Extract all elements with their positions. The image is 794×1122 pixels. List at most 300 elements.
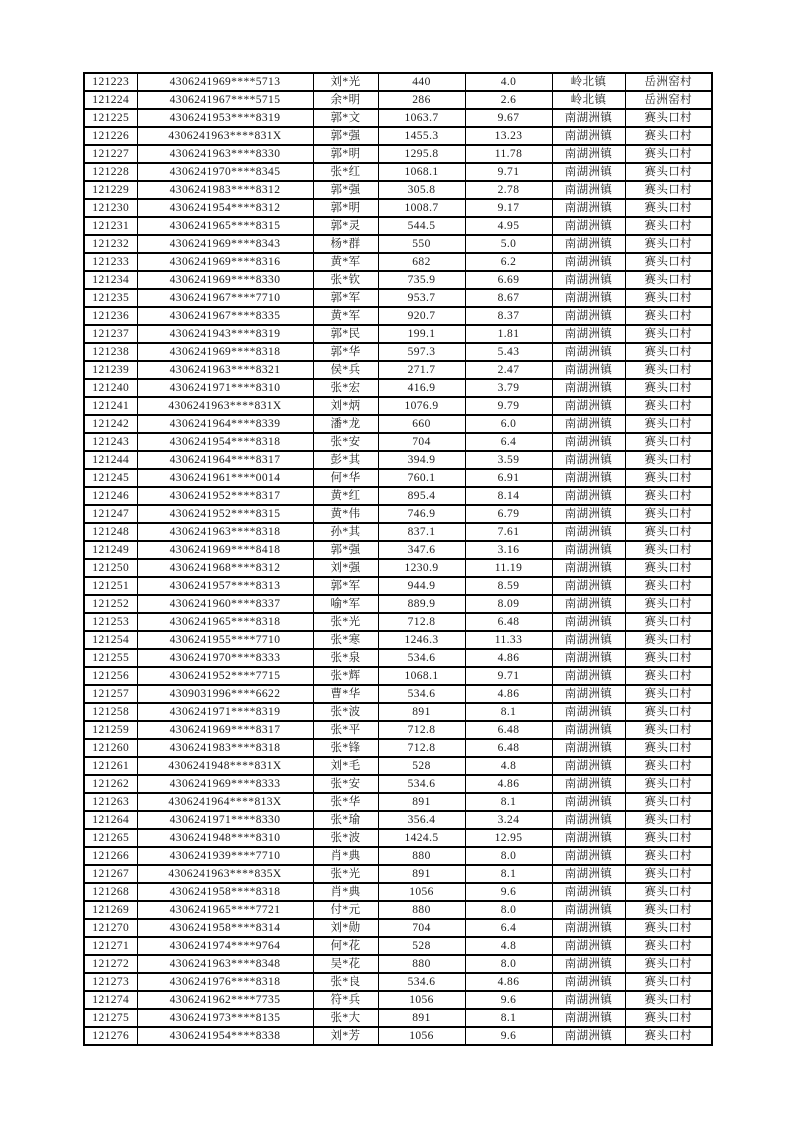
table-row: [84, 667, 712, 685]
town-cell: 南湖洲镇: [552, 253, 625, 271]
area-cell: 1.81: [465, 325, 552, 343]
village-cell: 赛头口村: [625, 559, 712, 577]
amount-cell: 534.6: [378, 775, 465, 793]
name-cell: 余*明: [313, 91, 378, 109]
name-cell: 刘*芳: [313, 1027, 378, 1045]
table-row: [84, 937, 712, 955]
table-row: [84, 469, 712, 487]
name-cell: 张*锋: [313, 739, 378, 757]
area-cell: 9.17: [465, 199, 552, 217]
town-cell: 南湖洲镇: [552, 631, 625, 649]
area-cell: 6.69: [465, 271, 552, 289]
id-number-cell: 4306241953****8319: [137, 109, 313, 127]
id-number-cell: 4306241964****8317: [137, 451, 313, 469]
town-cell: 南湖洲镇: [552, 127, 625, 145]
table-row: [84, 91, 712, 109]
name-cell: 张*光: [313, 613, 378, 631]
name-cell: 郭*强: [313, 127, 378, 145]
table-row: [84, 865, 712, 883]
area-cell: 3.24: [465, 811, 552, 829]
name-cell: 郭*民: [313, 325, 378, 343]
village-cell: 赛头口村: [625, 649, 712, 667]
id-number-cell: 4306241952****7715: [137, 667, 313, 685]
id-number-cell: 4306241964****8339: [137, 415, 313, 433]
records-table: [83, 72, 713, 1046]
village-cell: 赛头口村: [625, 217, 712, 235]
town-cell: 南湖洲镇: [552, 541, 625, 559]
town-cell: 南湖洲镇: [552, 307, 625, 325]
serial-cell: 121225: [84, 109, 137, 127]
village-cell: 赛头口村: [625, 181, 712, 199]
amount-cell: 712.8: [378, 613, 465, 631]
name-cell: 肖*典: [313, 847, 378, 865]
id-number-cell: 4309031996****6622: [137, 685, 313, 703]
amount-cell: 891: [378, 865, 465, 883]
amount-cell: 1068.1: [378, 163, 465, 181]
name-cell: 张*光: [313, 865, 378, 883]
town-cell: 南湖洲镇: [552, 811, 625, 829]
name-cell: 郭*灵: [313, 217, 378, 235]
amount-cell: 1076.9: [378, 397, 465, 415]
amount-cell: 891: [378, 793, 465, 811]
village-cell: 赛头口村: [625, 757, 712, 775]
village-cell: 赛头口村: [625, 631, 712, 649]
table-row: [84, 829, 712, 847]
village-cell: 赛头口村: [625, 775, 712, 793]
serial-cell: 121259: [84, 721, 137, 739]
amount-cell: 550: [378, 235, 465, 253]
table-row: [84, 379, 712, 397]
village-cell: 赛头口村: [625, 865, 712, 883]
village-cell: 赛头口村: [625, 451, 712, 469]
name-cell: 张*安: [313, 433, 378, 451]
name-cell: 张*大: [313, 1009, 378, 1027]
name-cell: 张*红: [313, 163, 378, 181]
name-cell: 何*花: [313, 937, 378, 955]
village-cell: 赛头口村: [625, 937, 712, 955]
amount-cell: 199.1: [378, 325, 465, 343]
area-cell: 8.1: [465, 703, 552, 721]
area-cell: 4.8: [465, 937, 552, 955]
id-number-cell: 4306241963****8318: [137, 523, 313, 541]
table-row: [84, 199, 712, 217]
serial-cell: 121232: [84, 235, 137, 253]
table-row: [84, 253, 712, 271]
area-cell: 5.0: [465, 235, 552, 253]
id-number-cell: 4306241976****8318: [137, 973, 313, 991]
serial-cell: 121257: [84, 685, 137, 703]
id-number-cell: 4306241968****8312: [137, 559, 313, 577]
town-cell: 南湖洲镇: [552, 523, 625, 541]
id-number-cell: 4306241969****5713: [137, 73, 313, 91]
name-cell: 刘*勋: [313, 919, 378, 937]
table-row: [84, 163, 712, 181]
area-cell: 6.48: [465, 721, 552, 739]
town-cell: 岭北镇: [552, 91, 625, 109]
town-cell: 南湖洲镇: [552, 919, 625, 937]
area-cell: 4.8: [465, 757, 552, 775]
amount-cell: 880: [378, 847, 465, 865]
id-number-cell: 4306241957****8313: [137, 577, 313, 595]
town-cell: 南湖洲镇: [552, 721, 625, 739]
town-cell: 南湖洲镇: [552, 559, 625, 577]
village-cell: 赛头口村: [625, 919, 712, 937]
serial-cell: 121245: [84, 469, 137, 487]
amount-cell: 286: [378, 91, 465, 109]
serial-cell: 121250: [84, 559, 137, 577]
table-row: [84, 523, 712, 541]
amount-cell: 889.9: [378, 595, 465, 613]
amount-cell: 880: [378, 955, 465, 973]
amount-cell: 347.6: [378, 541, 465, 559]
serial-cell: 121224: [84, 91, 137, 109]
serial-cell: 121236: [84, 307, 137, 325]
amount-cell: 534.6: [378, 973, 465, 991]
town-cell: 南湖洲镇: [552, 163, 625, 181]
name-cell: 郭*文: [313, 109, 378, 127]
amount-cell: 394.9: [378, 451, 465, 469]
amount-cell: 271.7: [378, 361, 465, 379]
id-number-cell: 4306241965****8318: [137, 613, 313, 631]
table-row: [84, 181, 712, 199]
amount-cell: 891: [378, 1009, 465, 1027]
village-cell: 赛头口村: [625, 307, 712, 325]
area-cell: 9.79: [465, 397, 552, 415]
name-cell: 何*华: [313, 469, 378, 487]
area-cell: 7.61: [465, 523, 552, 541]
area-cell: 9.6: [465, 1027, 552, 1045]
serial-cell: 121239: [84, 361, 137, 379]
id-number-cell: 4306241969****8316: [137, 253, 313, 271]
id-number-cell: 4306241960****8337: [137, 595, 313, 613]
area-cell: 8.0: [465, 901, 552, 919]
amount-cell: 528: [378, 937, 465, 955]
id-number-cell: 4306241969****8418: [137, 541, 313, 559]
area-cell: 11.19: [465, 559, 552, 577]
serial-cell: 121262: [84, 775, 137, 793]
records-table-body: [84, 73, 712, 1045]
table-row: [84, 1027, 712, 1045]
table-row: [84, 577, 712, 595]
area-cell: 8.1: [465, 865, 552, 883]
id-number-cell: 4306241962****7735: [137, 991, 313, 1009]
amount-cell: 953.7: [378, 289, 465, 307]
amount-cell: 440: [378, 73, 465, 91]
id-number-cell: 4306241971****8319: [137, 703, 313, 721]
area-cell: 2.6: [465, 91, 552, 109]
id-number-cell: 4306241970****8345: [137, 163, 313, 181]
name-cell: 张*波: [313, 703, 378, 721]
table-row: [84, 451, 712, 469]
name-cell: 郭*明: [313, 199, 378, 217]
id-number-cell: 4306241965****7721: [137, 901, 313, 919]
table-row: [84, 793, 712, 811]
amount-cell: 1246.3: [378, 631, 465, 649]
table-row: [84, 73, 712, 91]
serial-cell: 121261: [84, 757, 137, 775]
town-cell: 南湖洲镇: [552, 505, 625, 523]
area-cell: 6.4: [465, 433, 552, 451]
serial-cell: 121260: [84, 739, 137, 757]
name-cell: 张*寒: [313, 631, 378, 649]
town-cell: 南湖洲镇: [552, 181, 625, 199]
name-cell: 张*波: [313, 829, 378, 847]
village-cell: 赛头口村: [625, 253, 712, 271]
town-cell: 南湖洲镇: [552, 397, 625, 415]
serial-cell: 121268: [84, 883, 137, 901]
town-cell: 南湖洲镇: [552, 271, 625, 289]
amount-cell: 597.3: [378, 343, 465, 361]
serial-cell: 121230: [84, 199, 137, 217]
area-cell: 4.0: [465, 73, 552, 91]
id-number-cell: 4306241965****8315: [137, 217, 313, 235]
name-cell: 郭*强: [313, 181, 378, 199]
table-row: [84, 649, 712, 667]
serial-cell: 121256: [84, 667, 137, 685]
name-cell: 张*瑜: [313, 811, 378, 829]
village-cell: 岳洲窑村: [625, 73, 712, 91]
town-cell: 南湖洲镇: [552, 469, 625, 487]
amount-cell: 735.9: [378, 271, 465, 289]
amount-cell: 682: [378, 253, 465, 271]
id-number-cell: 4306241971****8330: [137, 811, 313, 829]
village-cell: 赛头口村: [625, 433, 712, 451]
area-cell: 2.78: [465, 181, 552, 199]
table-row: [84, 127, 712, 145]
area-cell: 8.09: [465, 595, 552, 613]
name-cell: 喻*军: [313, 595, 378, 613]
area-cell: 8.67: [465, 289, 552, 307]
area-cell: 6.48: [465, 613, 552, 631]
name-cell: 郭*军: [313, 577, 378, 595]
table-row: [84, 721, 712, 739]
table-row: [84, 919, 712, 937]
table-row: [84, 883, 712, 901]
town-cell: 南湖洲镇: [552, 361, 625, 379]
area-cell: 8.0: [465, 847, 552, 865]
town-cell: 南湖洲镇: [552, 433, 625, 451]
table-row: [84, 703, 712, 721]
serial-cell: 121237: [84, 325, 137, 343]
town-cell: 南湖洲镇: [552, 901, 625, 919]
village-cell: 赛头口村: [625, 127, 712, 145]
id-number-cell: 4306241969****8317: [137, 721, 313, 739]
serial-cell: 121229: [84, 181, 137, 199]
id-number-cell: 4306241963****835X: [137, 865, 313, 883]
area-cell: 3.16: [465, 541, 552, 559]
table-row: [84, 307, 712, 325]
area-cell: 4.95: [465, 217, 552, 235]
village-cell: 赛头口村: [625, 505, 712, 523]
id-number-cell: 4306241952****8317: [137, 487, 313, 505]
table-row: [84, 487, 712, 505]
table-row: [84, 145, 712, 163]
area-cell: 12.95: [465, 829, 552, 847]
serial-cell: 121265: [84, 829, 137, 847]
name-cell: 张*泉: [313, 649, 378, 667]
id-number-cell: 4306241974****9764: [137, 937, 313, 955]
area-cell: 11.78: [465, 145, 552, 163]
table-row: [84, 595, 712, 613]
id-number-cell: 4306241958****8318: [137, 883, 313, 901]
name-cell: 侯*兵: [313, 361, 378, 379]
town-cell: 南湖洲镇: [552, 487, 625, 505]
serial-cell: 121246: [84, 487, 137, 505]
village-cell: 赛头口村: [625, 901, 712, 919]
area-cell: 3.59: [465, 451, 552, 469]
town-cell: 南湖洲镇: [552, 595, 625, 613]
name-cell: 张*钦: [313, 271, 378, 289]
town-cell: 南湖洲镇: [552, 775, 625, 793]
id-number-cell: 4306241939****7710: [137, 847, 313, 865]
town-cell: 南湖洲镇: [552, 199, 625, 217]
town-cell: 岭北镇: [552, 73, 625, 91]
name-cell: 杨*群: [313, 235, 378, 253]
town-cell: 南湖洲镇: [552, 991, 625, 1009]
village-cell: 赛头口村: [625, 613, 712, 631]
village-cell: 赛头口村: [625, 973, 712, 991]
serial-cell: 121258: [84, 703, 137, 721]
table-row: [84, 505, 712, 523]
serial-cell: 121275: [84, 1009, 137, 1027]
id-number-cell: 4306241967****7710: [137, 289, 313, 307]
serial-cell: 121271: [84, 937, 137, 955]
town-cell: 南湖洲镇: [552, 415, 625, 433]
table-row: [84, 343, 712, 361]
table-row: [84, 631, 712, 649]
town-cell: 南湖洲镇: [552, 793, 625, 811]
town-cell: 南湖洲镇: [552, 883, 625, 901]
town-cell: 南湖洲镇: [552, 847, 625, 865]
village-cell: 赛头口村: [625, 145, 712, 163]
id-number-cell: 4306241969****8318: [137, 343, 313, 361]
town-cell: 南湖洲镇: [552, 649, 625, 667]
amount-cell: 1068.1: [378, 667, 465, 685]
serial-cell: 121255: [84, 649, 137, 667]
serial-cell: 121249: [84, 541, 137, 559]
id-number-cell: 4306241958****8314: [137, 919, 313, 937]
table-row: [84, 757, 712, 775]
serial-cell: 121272: [84, 955, 137, 973]
serial-cell: 121273: [84, 973, 137, 991]
name-cell: 肖*典: [313, 883, 378, 901]
amount-cell: 1008.7: [378, 199, 465, 217]
town-cell: 南湖洲镇: [552, 685, 625, 703]
table-row: [84, 1009, 712, 1027]
village-cell: 赛头口村: [625, 667, 712, 685]
area-cell: 9.67: [465, 109, 552, 127]
id-number-cell: 4306241969****8333: [137, 775, 313, 793]
village-cell: 赛头口村: [625, 685, 712, 703]
serial-cell: 121244: [84, 451, 137, 469]
name-cell: 郭*军: [313, 289, 378, 307]
area-cell: 4.86: [465, 973, 552, 991]
id-number-cell: 4306241967****8335: [137, 307, 313, 325]
id-number-cell: 4306241973****8135: [137, 1009, 313, 1027]
area-cell: 6.0: [465, 415, 552, 433]
serial-cell: 121270: [84, 919, 137, 937]
village-cell: 赛头口村: [625, 523, 712, 541]
town-cell: 南湖洲镇: [552, 937, 625, 955]
area-cell: 8.1: [465, 793, 552, 811]
area-cell: 6.48: [465, 739, 552, 757]
name-cell: 郭*明: [313, 145, 378, 163]
table-row: [84, 685, 712, 703]
id-number-cell: 4306241969****8330: [137, 271, 313, 289]
village-cell: 赛头口村: [625, 289, 712, 307]
name-cell: 曹*华: [313, 685, 378, 703]
amount-cell: 534.6: [378, 685, 465, 703]
table-row: [84, 613, 712, 631]
amount-cell: 712.8: [378, 739, 465, 757]
serial-cell: 121243: [84, 433, 137, 451]
amount-cell: 1056: [378, 991, 465, 1009]
name-cell: 张*华: [313, 793, 378, 811]
town-cell: 南湖洲镇: [552, 757, 625, 775]
area-cell: 8.59: [465, 577, 552, 595]
area-cell: 6.4: [465, 919, 552, 937]
village-cell: 赛头口村: [625, 379, 712, 397]
village-cell: 赛头口村: [625, 793, 712, 811]
id-number-cell: 4306241963****831X: [137, 397, 313, 415]
name-cell: 吴*花: [313, 955, 378, 973]
village-cell: 赛头口村: [625, 739, 712, 757]
amount-cell: 416.9: [378, 379, 465, 397]
amount-cell: 305.8: [378, 181, 465, 199]
amount-cell: 712.8: [378, 721, 465, 739]
id-number-cell: 4306241964****813X: [137, 793, 313, 811]
town-cell: 南湖洲镇: [552, 451, 625, 469]
village-cell: 赛头口村: [625, 541, 712, 559]
area-cell: 9.6: [465, 883, 552, 901]
village-cell: 赛头口村: [625, 811, 712, 829]
id-number-cell: 4306241952****8315: [137, 505, 313, 523]
village-cell: 赛头口村: [625, 991, 712, 1009]
area-cell: 9.71: [465, 163, 552, 181]
name-cell: 郭*强: [313, 541, 378, 559]
area-cell: 11.33: [465, 631, 552, 649]
serial-cell: 121242: [84, 415, 137, 433]
serial-cell: 121267: [84, 865, 137, 883]
id-number-cell: 4306241983****8312: [137, 181, 313, 199]
village-cell: 赛头口村: [625, 235, 712, 253]
name-cell: 付*元: [313, 901, 378, 919]
table-row: [84, 739, 712, 757]
table-row: [84, 217, 712, 235]
village-cell: 赛头口村: [625, 325, 712, 343]
serial-cell: 121223: [84, 73, 137, 91]
town-cell: 南湖洲镇: [552, 343, 625, 361]
village-cell: 赛头口村: [625, 361, 712, 379]
amount-cell: 356.4: [378, 811, 465, 829]
village-cell: 赛头口村: [625, 883, 712, 901]
table-row: [84, 559, 712, 577]
village-cell: 赛头口村: [625, 703, 712, 721]
id-number-cell: 4306241961****0014: [137, 469, 313, 487]
name-cell: 孙*其: [313, 523, 378, 541]
village-cell: 岳洲窑村: [625, 91, 712, 109]
serial-cell: 121248: [84, 523, 137, 541]
amount-cell: 1230.9: [378, 559, 465, 577]
id-number-cell: 4306241948****8310: [137, 829, 313, 847]
serial-cell: 121235: [84, 289, 137, 307]
serial-cell: 121269: [84, 901, 137, 919]
id-number-cell: 4306241963****8321: [137, 361, 313, 379]
serial-cell: 121247: [84, 505, 137, 523]
town-cell: 南湖洲镇: [552, 289, 625, 307]
town-cell: 南湖洲镇: [552, 217, 625, 235]
village-cell: 赛头口村: [625, 577, 712, 595]
